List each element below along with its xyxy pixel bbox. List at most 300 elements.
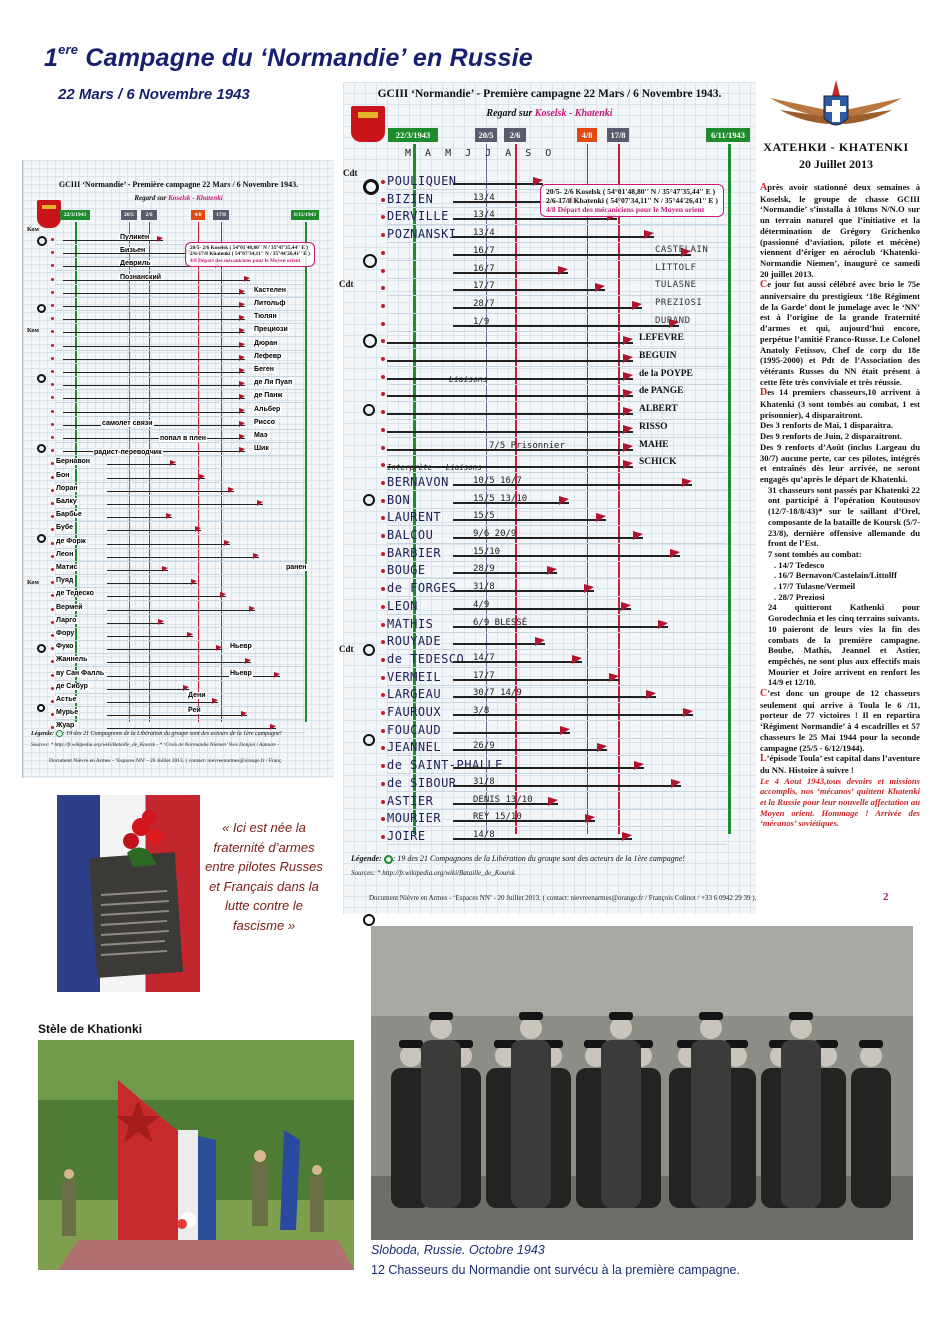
service-bar — [107, 530, 201, 531]
pilot-name: Астье — [56, 696, 77, 703]
pilot-name: Бон — [56, 471, 70, 479]
pilot-name: Барбье — [56, 511, 82, 519]
end-marker — [671, 779, 681, 788]
row-marker — [381, 534, 385, 538]
service-bar — [387, 449, 633, 451]
row-divider — [387, 490, 727, 491]
pilot-name: Альбер — [254, 405, 281, 413]
service-bar — [107, 544, 230, 545]
row-marker — [381, 516, 385, 520]
row-marker — [51, 726, 54, 729]
end-marker — [241, 711, 247, 717]
row-divider — [387, 755, 727, 756]
pilot-name: Бизьен — [120, 247, 146, 255]
row-marker — [381, 251, 385, 255]
sources: Sources: * http://fr.wikipedia.org/wiki/Bataille_de_Koursk — [351, 869, 515, 877]
row-marker — [51, 568, 54, 571]
end-marker — [683, 708, 693, 717]
date-box: 17/8 — [213, 210, 229, 220]
row-marker — [51, 555, 54, 558]
article-paragraph: Le 4 Aout 1943,tous devoirs et missions accomplis, nos ‘mécanos’ quittent Khatenki et la Russie pour leur nouvelle affectation au Moyen orient. Hommage ! Arrivée des ‘mécanos’ soviétiques. — [760, 775, 920, 829]
pilot-name: CASTELAIN — [655, 244, 709, 255]
row-divider — [55, 284, 305, 285]
service-bar — [107, 636, 193, 637]
service-bar — [387, 342, 633, 344]
pilot-date: REY 15/10 — [473, 812, 522, 823]
service-bar — [453, 820, 595, 822]
service-bar — [453, 555, 680, 557]
pilot-date: 17/7 — [473, 670, 495, 681]
service-bar — [107, 715, 247, 716]
commander-label: Ком — [27, 327, 39, 335]
annotation-label: самолет связи — [102, 419, 153, 427]
service-bar — [107, 689, 189, 690]
pilot-date: 10/5 16/7 — [473, 475, 522, 486]
pilot-name: LARGEAU — [387, 687, 442, 702]
service-bar — [107, 557, 259, 558]
row-marker — [381, 410, 385, 414]
row-marker — [381, 446, 385, 450]
pilot-date: DENIS 13/10 — [473, 794, 533, 805]
row-marker — [51, 396, 54, 399]
compagnon-ring — [37, 704, 45, 712]
row-divider — [387, 437, 727, 438]
end-marker — [274, 672, 280, 678]
end-marker — [220, 592, 226, 598]
row-marker — [51, 621, 54, 624]
row-divider — [55, 614, 305, 615]
row-divider — [55, 310, 305, 311]
service-bar — [107, 662, 251, 663]
chart-title: GCIII ‘Normandie’ - Première campagne 22 Mars / 6 Novembre 1943. — [377, 88, 722, 100]
interpreter-label: Interprète - Liaisons — [387, 463, 482, 473]
row-divider — [55, 429, 305, 430]
pilot-name: Леон — [56, 550, 74, 558]
row-marker — [381, 658, 385, 662]
pilot-name: MAHE — [639, 439, 669, 450]
end-marker — [596, 513, 606, 522]
pilot-name: de la POYPE — [639, 368, 693, 379]
row-marker — [51, 581, 54, 584]
pilot-name: VERMEIL — [387, 669, 442, 684]
end-marker — [622, 832, 632, 841]
end-marker — [609, 673, 619, 682]
pilot-name: de SIBOUR — [387, 775, 457, 790]
row-divider — [387, 720, 727, 721]
service-bar — [107, 583, 197, 584]
pilot-name: BARBIER — [387, 545, 442, 560]
service-bar — [453, 749, 607, 751]
row-divider — [387, 632, 727, 633]
end-marker — [239, 368, 245, 374]
row-marker — [381, 286, 385, 290]
end-marker — [547, 566, 557, 575]
service-bar — [453, 537, 643, 539]
pilot-name: BEGUIN — [639, 351, 677, 361]
page-title: 1ere Campagne du ‘Normandie’ en Russie — [44, 41, 533, 72]
pilot-name: DURAND — [655, 315, 691, 326]
date-box: 20/5 — [475, 128, 497, 142]
pilot-date: 13/4 — [473, 228, 495, 239]
row-marker — [381, 587, 385, 591]
service-bar — [387, 431, 633, 433]
row-divider — [55, 680, 305, 681]
row-marker — [381, 835, 385, 839]
row-marker — [51, 449, 54, 452]
pilot-name: de SAINT-PHALLE — [387, 758, 503, 773]
row-divider — [55, 363, 305, 364]
pilot-name: Фуко — [56, 643, 74, 651]
pilot-name: Балку — [56, 498, 77, 505]
row-marker — [51, 674, 54, 677]
service-bar — [107, 649, 222, 650]
pilot-date: 16/7 — [473, 245, 495, 256]
service-bar — [63, 385, 245, 386]
pilot-name: де Ля Пуап — [254, 379, 293, 387]
row-divider — [55, 336, 305, 337]
end-marker — [166, 513, 172, 519]
pilot-date: 16/7 — [473, 263, 495, 274]
annotation-label: ранен — [286, 564, 307, 571]
pilot-name: де Форж — [56, 537, 86, 545]
row-marker — [381, 198, 385, 202]
service-bar — [387, 413, 633, 415]
pilot-name: де Тедеско — [56, 590, 94, 598]
end-marker — [257, 500, 263, 506]
service-bar — [63, 412, 245, 413]
row-divider — [55, 521, 305, 522]
date-box: 2/6 — [141, 210, 157, 220]
pilot-name: BON — [387, 492, 411, 507]
end-marker — [560, 726, 570, 735]
end-marker — [597, 743, 607, 752]
service-bar — [63, 240, 163, 241]
row-marker — [381, 322, 385, 326]
service-bar — [63, 425, 245, 426]
end-marker — [253, 553, 259, 559]
row-divider — [387, 738, 727, 739]
row-divider — [387, 313, 727, 314]
service-bar — [453, 519, 606, 521]
row-marker — [51, 647, 54, 650]
row-divider — [387, 614, 727, 615]
row-marker — [51, 462, 54, 465]
row-divider — [387, 773, 727, 774]
document-credit: Document Nièvre en Armes - ‘Espaces NN’ - 20 Juillet 2013. ( contact: nievreenarmes@orange.fr / François Colinot / +33 6 0942 29 39 ). — [369, 894, 757, 902]
row-divider — [387, 295, 727, 296]
row-marker — [51, 238, 54, 241]
end-marker — [245, 658, 251, 664]
service-bar — [453, 218, 617, 220]
pilot-name: Пуликен — [120, 234, 150, 241]
pilot-date: 15/5 — [473, 511, 495, 522]
date-box: 6/11/1943 — [706, 128, 750, 142]
row-divider — [387, 702, 727, 703]
pilot-name: Пуяд — [56, 577, 74, 585]
row-marker — [51, 542, 54, 545]
end-marker — [646, 690, 656, 699]
service-bar — [63, 293, 245, 294]
end-marker — [191, 579, 197, 585]
pilot-date: 13/4 — [473, 192, 495, 203]
compagnon-ring — [37, 236, 47, 246]
pilot-name: JOIRE — [387, 828, 426, 843]
row-divider — [55, 495, 305, 496]
end-marker — [644, 230, 654, 239]
row-divider — [55, 350, 305, 351]
row-divider — [55, 561, 305, 562]
service-bar — [387, 378, 633, 380]
end-marker — [244, 276, 250, 282]
pilot-date: 14/8 — [473, 829, 495, 840]
row-marker — [381, 552, 385, 556]
service-bar — [107, 491, 234, 492]
pilot-name: Лефевр — [254, 352, 282, 360]
end-marker — [634, 761, 644, 770]
compagnon-ring — [37, 374, 46, 383]
service-bar — [453, 714, 693, 716]
row-divider — [387, 384, 727, 385]
end-marker — [187, 632, 193, 638]
service-bar — [453, 785, 681, 787]
service-bar — [107, 676, 280, 677]
service-bar — [63, 359, 245, 360]
pilot-date: 26/9 — [473, 741, 495, 752]
campaign-chart-russian — [22, 160, 334, 778]
pilot-date: 14/7 — [473, 652, 495, 663]
article-paragraph: Ce jour fut aussi célébré avec brio le 75e anniversaire du prestigieux ‘18e Régiment de la Garde’ dont le jumelage avec le ‘NN’ est à l’origine de la grande fraternité d’armes et qui, aujourd’hui encore, perpétue l’amitié Franco-Russe. Le Colonel Anatoly Fetissov, Chef de corp du 18e (1995-2000) et Pdt de l’Association des vétérants Russes du NN était présent à cette fête très conviviale et très réussie. — [760, 279, 920, 387]
row-divider — [55, 376, 305, 377]
end-marker — [670, 549, 680, 558]
service-bar — [107, 570, 168, 571]
row-marker — [381, 569, 385, 573]
article-paragraph: Des 9 renforts de Juin, 2 disparaitront. — [760, 431, 902, 442]
row-divider — [387, 242, 727, 243]
pilot-name: Маэ — [254, 432, 268, 439]
row-divider — [55, 640, 305, 641]
end-marker — [558, 266, 568, 275]
service-bar — [453, 307, 642, 309]
pilot-date: 6/9 BLESSÉ — [473, 617, 528, 628]
row-marker — [381, 269, 385, 273]
pilot-name: POZNANSKI — [387, 227, 457, 242]
plaque-image — [57, 795, 200, 992]
row-marker — [51, 700, 54, 703]
pilot-name: де Панж — [254, 392, 283, 400]
row-divider — [387, 791, 727, 792]
service-bar — [453, 626, 668, 628]
article-list-item: . 17/7 Tulasne/Vermeil — [774, 581, 856, 592]
service-bar — [453, 590, 594, 592]
row-marker — [51, 330, 54, 333]
row-marker — [51, 278, 54, 281]
pilot-date: 9/6 20/9 — [473, 529, 517, 539]
row-marker — [51, 291, 54, 294]
pilot-name: de PANGE — [639, 386, 684, 397]
row-marker — [51, 436, 54, 439]
pilot-date: 15/10 — [473, 546, 501, 557]
row-divider — [387, 455, 727, 456]
row-divider — [387, 809, 727, 810]
row-divider — [55, 574, 305, 575]
pilot-name: Дюран — [254, 339, 278, 347]
end-marker — [623, 389, 633, 398]
stele-photo — [38, 1040, 354, 1270]
row-divider — [55, 719, 305, 720]
end-marker — [623, 372, 633, 381]
pilot-date: 28/7 — [473, 298, 495, 309]
end-marker — [239, 289, 245, 295]
service-bar — [63, 332, 245, 333]
pilot-name: BOUGE — [387, 563, 426, 578]
stele-image — [38, 1040, 354, 1270]
end-marker — [584, 584, 594, 593]
campaign-chart — [339, 82, 757, 914]
end-marker — [170, 460, 176, 466]
pilot-name: Мурье — [56, 709, 79, 717]
legend: Légende: : 19 des 21 Compagnons de la Libération du groupe sont des acteurs de la 1ère campagne! — [31, 730, 282, 737]
pilot-name: Девриль — [120, 260, 151, 268]
row-marker — [51, 502, 54, 505]
row-divider — [55, 600, 305, 601]
stele-caption: Stèle de Khationki — [38, 1022, 143, 1036]
date-box: 22/3/1943 — [388, 128, 438, 142]
service-bar — [453, 183, 543, 185]
pilot-name: де Сибур — [56, 682, 88, 690]
row-divider — [55, 389, 305, 390]
row-marker — [51, 370, 54, 373]
normandy-shield-icon — [37, 200, 61, 228]
service-bar — [453, 572, 557, 574]
row-divider — [387, 649, 727, 650]
pilot-name: MOURIER — [387, 811, 442, 826]
pilots-group-photo — [371, 926, 913, 1240]
memorial-plaque-photo — [57, 795, 200, 992]
row-marker — [381, 215, 385, 219]
service-bar — [107, 610, 255, 611]
row-marker — [381, 800, 385, 804]
end-marker — [239, 408, 245, 414]
row-marker — [381, 463, 385, 467]
end-marker — [224, 540, 230, 546]
pilot-name: JEANNEL — [387, 740, 442, 755]
article-paragraph: 7 sont tombés au combat: — [768, 548, 862, 559]
annotation-label: Рей — [188, 707, 201, 715]
row-divider — [55, 270, 305, 271]
pilot-figure — [511, 1012, 551, 1208]
pilot-figure — [781, 1012, 821, 1208]
end-marker — [239, 302, 245, 308]
row-divider — [387, 366, 727, 367]
row-marker — [381, 499, 385, 503]
end-marker — [195, 526, 201, 532]
pilot-name: LITTOLF — [655, 262, 697, 273]
pilot-name: BERNAVON — [387, 474, 449, 489]
end-marker — [228, 487, 234, 493]
row-marker — [381, 392, 385, 396]
date-box: 4/8 — [191, 210, 205, 220]
pilot-name: FOUCAUD — [387, 722, 442, 737]
row-divider — [387, 348, 727, 349]
service-bar — [63, 438, 245, 439]
row-divider — [55, 297, 305, 298]
pilot-name: de TEDESCO — [387, 651, 465, 666]
article-list-item: . 14/7 Tedesco — [774, 559, 825, 570]
date-box: 6/11/1943 — [291, 210, 319, 220]
service-bar — [107, 702, 218, 703]
service-bar — [107, 504, 263, 505]
info-box: 20/5- 2/6 Koselsk ( 54°01'48,80'' N / 35°47'35,44'' E ) 2/6-17/8 Khatenki ( 54°07'34,11'' N / 35°44'26,41'' E ) 4/8 Départ des mécaniciens pour le Moyen orient — [185, 242, 315, 267]
date-box: 17/8 — [607, 128, 629, 142]
end-marker — [623, 425, 633, 434]
row-divider — [55, 587, 305, 588]
pilot-name: BIZIEN — [387, 191, 434, 206]
pilot-name: Тюлян — [254, 313, 277, 321]
row-divider — [55, 693, 305, 694]
compagnon-ring — [363, 734, 375, 746]
date-box: 22/3/1943 — [60, 210, 90, 220]
row-marker — [381, 764, 385, 768]
service-bar — [453, 289, 605, 291]
compagnon-ring — [363, 404, 375, 416]
row-marker — [51, 344, 54, 347]
end-marker — [249, 606, 255, 612]
pilot-name: Лоран — [56, 484, 78, 492]
end-marker — [239, 434, 245, 440]
article-list-item: . 28/7 Preziosi — [774, 591, 825, 602]
end-marker — [623, 407, 633, 416]
group-image — [371, 926, 913, 1240]
service-bar — [453, 732, 570, 734]
service-bar — [453, 661, 582, 663]
pilot-name: ROUYADE — [387, 634, 442, 649]
end-marker — [669, 319, 679, 328]
row-divider — [55, 627, 305, 628]
row-marker — [381, 693, 385, 697]
service-bar — [107, 478, 205, 479]
row-marker — [381, 339, 385, 343]
end-marker — [559, 496, 569, 505]
commander-label: Ком — [27, 226, 39, 233]
article-paragraph: C’est donc un groupe de 12 chasseurs seulement qui arrive à Toula le 6 /11, porteur de 77 victoires ! Il en repartira ‘Régiment Normandie’ à 4 escadrilles et 57 chasseurs le 25 Mai 1944 pour la seconde campagne (25/5 - 6/12/1944). — [760, 688, 920, 753]
end-marker — [239, 381, 245, 387]
row-marker — [51, 264, 54, 267]
row-divider — [55, 442, 305, 443]
pilot-name: ву Сан Фалль — [56, 669, 105, 677]
row-marker — [51, 304, 54, 307]
row-marker — [51, 713, 54, 716]
article-list-item: . 16/7 Bernavon/Castelain/Littolff — [774, 570, 897, 581]
pilot-name: Познанский — [120, 273, 162, 281]
end-marker — [585, 814, 595, 823]
group-photo-subcaption: 12 Chasseurs du Normandie ont survécu à la première campagne. — [371, 1263, 740, 1277]
row-marker — [381, 481, 385, 485]
pilot-name: SCHICK — [639, 457, 677, 468]
compagnon-ring — [363, 914, 375, 926]
service-bar — [453, 325, 679, 327]
end-marker — [535, 637, 545, 646]
row-divider — [387, 278, 727, 279]
article-paragraph: 31 chasseurs sont passés par Khatenki 22 ont participé à l’opération Koutousov (12/7-18/8/43)* sur le saillant d’Orel, composante de la bataille de Koursk (5/7-23/8), dernière offensive allemande du front de l’Est. — [768, 484, 920, 549]
pilot-name: de FORGES — [387, 581, 457, 596]
pilot-name: PREZIOSI — [655, 297, 703, 308]
pilot-name: Жуар — [56, 722, 75, 730]
date-box: 20/5 — [121, 210, 137, 220]
end-marker — [548, 797, 558, 806]
pilot-name: ALBERT — [639, 404, 678, 415]
sources: Sources: * http://fr.wikipedia.org/wiki/Bataille_de_Koursk - * ‘Croix de Normandie Niemen’ Yves Donjon / Autoure - — [31, 742, 279, 748]
article-heading: ХАТЕНКИ - KHATENKI — [763, 140, 909, 154]
